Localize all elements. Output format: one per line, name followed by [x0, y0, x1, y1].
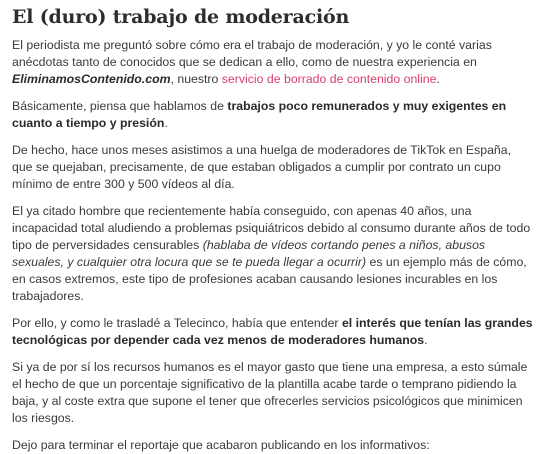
content-removal-service-link[interactable]: servicio de borrado de contenido online	[221, 72, 437, 86]
paragraph-4	[12, 203, 534, 305]
paragraph-3: De hecho, hace unos meses asistimos a una huelga de moderadores de TikTok en España, que se quejaban, precisamente, de que estaban obligados a cumplir por contrato un cupo mínimo de entre 300 y 500 vídeos al día.	[12, 143, 512, 191]
paragraph-1	[12, 37, 534, 88]
paragraph-2-bold: trabajos poco remunerados y muy exigentes en cuanto a tiempo y presión	[12, 99, 507, 130]
article-title: El (duro) trabajo de moderación	[12, 6, 350, 28]
paragraph-6: Si ya de por sí los recursos humanos es el mayor gasto que tiene una empresa, a esto súmale el hecho de que un porcentaje significativo de la plantilla acabe tarde o temprano pidiendo la baja, y al coste extra que supone el tener que ofrecerles servicios psicológicos que minimicen los riesgos.	[12, 360, 528, 425]
brand-name: EliminamosContenido.com	[12, 72, 171, 86]
paragraph-4-italic: (hablaba de vídeos cortando penes a niños, abusos sexuales, y cualquier otra locura que se te pueda llegar a ocurrir)	[12, 238, 486, 269]
paragraph-4-text-1: El ya citado hombre que recientemente había conseguido, con apenas 40 años, una incapacidad total aludiendo a problemas psiquiátricos debido al consumo durante años de todo tipo de perversidades censurables	[12, 204, 531, 252]
paragraph-5-text-2: .	[424, 333, 428, 347]
paragraph-5-text-1: Por ello, y como le trasladé a Telecinco, había que entender	[12, 316, 342, 330]
paragraph-2-text-2: .	[164, 116, 168, 130]
paragraph-2	[12, 98, 534, 132]
paragraph-5-bold: el interés que tenían las grandes tecnológicas por depender cada vez menos de moderadores humanos	[12, 316, 533, 347]
paragraph-1-text-2: , nuestro	[170, 72, 222, 86]
paragraph-2-text-1: Básicamente, piensa que hablamos de	[12, 99, 228, 113]
paragraph-4-text-2: es un ejemplo más de cómo, en casos extremos, este tipo de profesiones acaban causando lesiones incurables en los trabajadores.	[12, 255, 527, 303]
paragraph-5	[12, 315, 534, 349]
paragraph-7: Dejo para terminar el reportaje que acabaron publicando en los informativos:	[12, 438, 430, 452]
paragraph-1-text-1: El periodista me preguntó sobre cómo era el trabajo de moderación, y yo le conté varias anécdotas tanto de conocidos que se dedican a ello, como de nuestra experiencia en	[12, 38, 492, 69]
paragraph-1-text-3: .	[436, 72, 440, 86]
